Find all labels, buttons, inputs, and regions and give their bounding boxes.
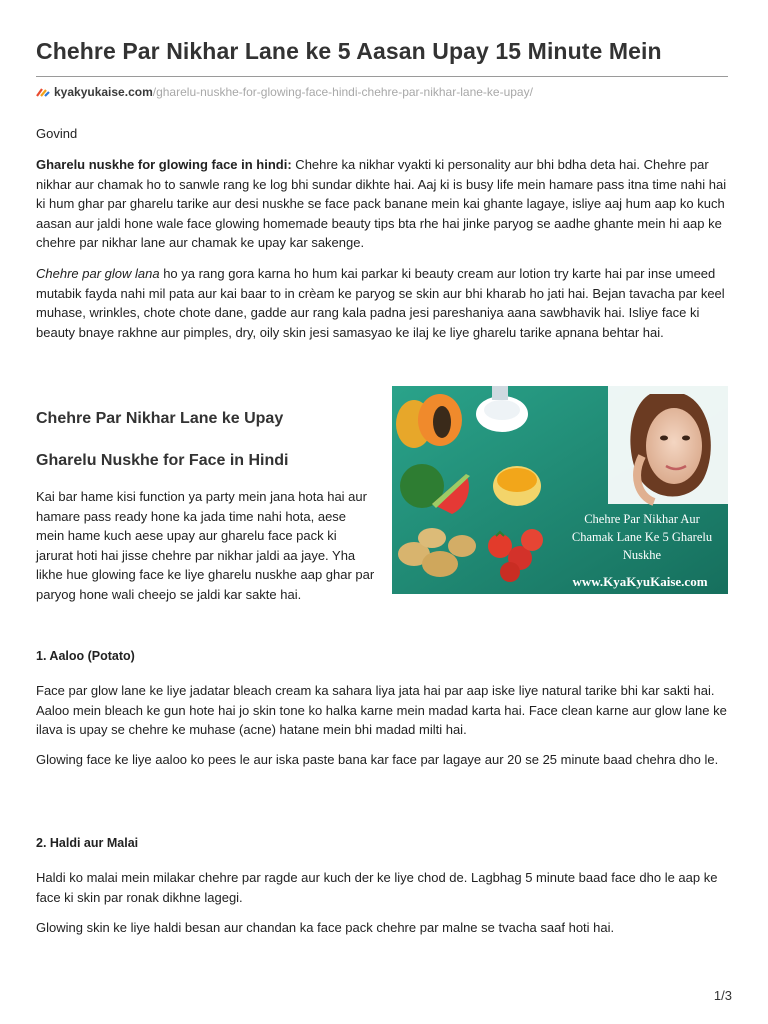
- author-name: Govind: [36, 126, 78, 141]
- section-1-title: 1. Aaloo (Potato): [36, 649, 135, 663]
- glow-lead: Chehre par glow lana: [36, 266, 160, 281]
- article-image: [392, 386, 728, 594]
- function-paragraph: Kai bar hame kisi function ya party mein jana hota hai aur hamare pass ready hone ka jada time nahi hota, aese mein hame kuch aese upay aur gharelu face pack ki jarurat hoti hai jisse chehre par nikhar jaldi aa jaye. Yha likhe hue glowing face ke liye gharelu nuskhe aap ghar par paryog hone wali cheejo se jaldi kar sakte hai.: [36, 489, 375, 602]
- section-2-title: 2. Haldi aur Malai: [36, 836, 139, 850]
- page-title: Chehre Par Nikhar Lane ke 5 Aasan Upay 15 Minute Mein: [36, 38, 662, 64]
- section-2-paragraph-1: Haldi ko malai mein milakar chehre par ragde aur kuch der ke liye chod de. Lagbhag 5 minute baad face dho le aap ke face ki skin par ronak dikhne lagegi.: [36, 870, 718, 905]
- intro-text: Chehre ka nikhar vyakti ki personality aur bhi bdha deta hai. Chehre par nikhar aur chamak ho to sanwle rang ke log bhi sundar dikhte hai. Aaj ki is busy life mein hamare pass itna time nahi hai ki hum ghar par gharelu tarike aur desi nuskhe se face pack banane mein kai ghante lagaye, isliye aaj hum aap ko kuch aasan aur jaldi hone wale face glowing homemade beauty tips bta rhe hai jinke paryog se aadhe ghante mein hi aap ke chehre par nikhar lane aur chamak ke upay kar sakenge.: [36, 157, 727, 250]
- title-divider: [36, 76, 728, 77]
- section-1-paragraph-1: Face par glow lane ke liye jadatar bleach cream ka sahara liya jata hai par aap iske liye natural tarike bhi kar sakti hai. Aaloo mein bleach ke gun hote hai jo skin tone ko halka karne mein madad karta hai. Face clean karne aur glow lane ke ilava is upay se chehre ke muhase (acne) hatane mein bhi madad milti hai.: [36, 683, 727, 737]
- intro-lead: Gharelu nuskhe for glowing face in hindi:: [36, 157, 292, 172]
- glow-paragraph: [36, 264, 728, 342]
- page-number: 1/3: [713, 988, 732, 1003]
- turmeric-bowl-illustration: [493, 466, 541, 506]
- image-site-watermark: www.KyaKyuKaise.com: [572, 574, 708, 589]
- glow-text: ho ya rang gora karna ho hum kai parkar ki beauty cream aur lotion try karte hai par inse umeed mutabik fayda nahi mil pata aur kai baar to in crèam ke paryog se skin aur bhi kharab ho jati hai. Bejan tavacha par keel muhase, wrinkles, chote chote dane, gadde aur rang kala padna jesi pareshaniya aana sawbhavik hai. Isliye face ki beauty bnaye rakhne aur pimples, dry, oily skin jesi samasyao ke ilaj ke liye gharelu tarike apnana behtar hai.: [36, 266, 725, 340]
- image-caption-line-3: Nuskhe: [622, 548, 662, 562]
- image-caption-line-1: Chehre Par Nikhar Aur: [584, 512, 700, 526]
- heading-nuskhe: Gharelu Nuskhe for Face in Hindi: [36, 452, 289, 469]
- woman-face-illustration: [608, 386, 728, 504]
- site-favicon-icon: [36, 86, 50, 98]
- section-2-paragraph-2: Glowing skin ke liye haldi besan aur chandan ka face pack chehre par malne se tvacha saaf hoti hai.: [36, 920, 615, 935]
- image-caption-line-2: Chamak Lane Ke 5 Gharelu: [571, 530, 713, 544]
- intro-paragraph: [36, 155, 728, 253]
- heading-upay: Chehre Par Nikhar Lane ke Upay: [36, 410, 284, 427]
- section-1-paragraph-2: Glowing face ke liye aaloo ko pees le aur iska paste bana kar face par lagaye aur 20 se 25 minute baad chehra dho le.: [36, 752, 719, 767]
- source-site-link[interactable]: kyakyukaise.com: [54, 85, 153, 99]
- article-image-graphic: [392, 386, 728, 594]
- source-path-link[interactable]: /gharelu-nuskhe-for-glowing-face-hindi-chehre-par-nikhar-lane-ke-upay/: [152, 85, 533, 99]
- source-line: [36, 85, 533, 99]
